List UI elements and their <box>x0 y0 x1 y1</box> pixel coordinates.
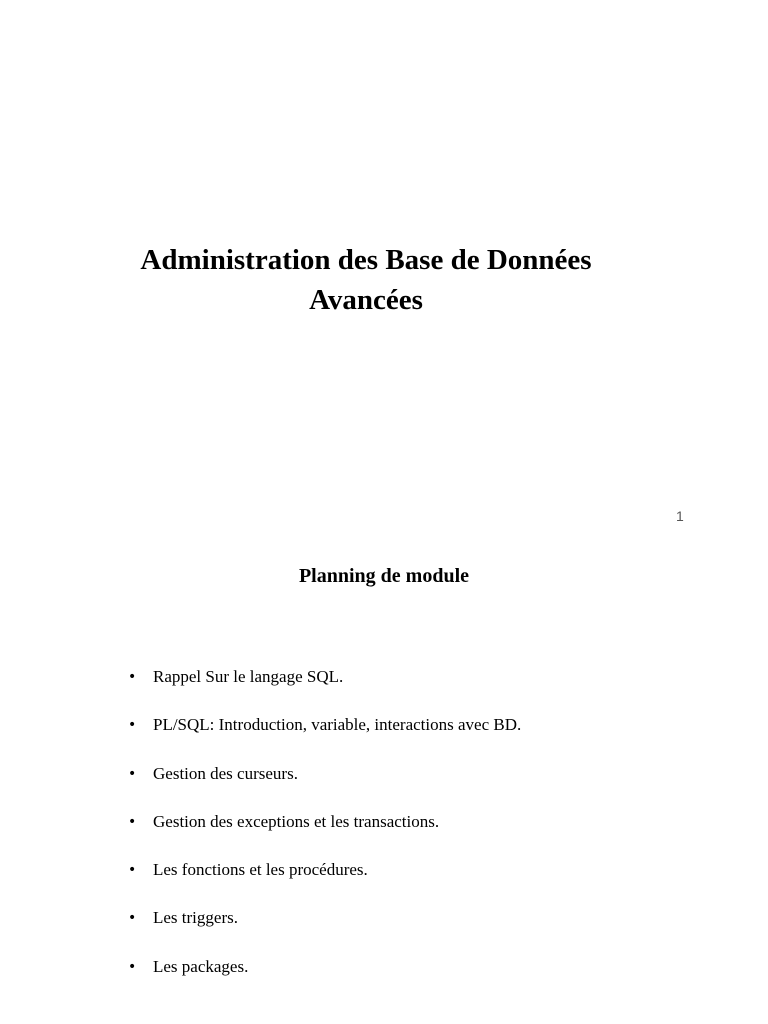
slide-title-line-1: Administration des Base de Données <box>140 244 592 276</box>
page-number: 1 <box>676 508 684 524</box>
bullet-icon: • <box>128 669 137 685</box>
list-item <box>128 712 521 760</box>
list-item <box>128 761 521 809</box>
list-item-text: Gestion des exceptions et les transactions. <box>153 811 440 831</box>
section-heading: Planning de module <box>298 565 470 587</box>
slide-title-line-2: Avancées <box>309 284 423 316</box>
list-item <box>128 857 521 905</box>
slide-title <box>0 240 732 320</box>
list-item <box>128 954 521 1002</box>
bullet-icon: • <box>128 813 137 830</box>
list-item-text: Les packages. <box>153 956 249 976</box>
bullet-icon: • <box>128 862 137 879</box>
bullet-icon: • <box>128 717 137 734</box>
list-item-text: Rappel Sur le langage SQL. <box>153 667 344 686</box>
planning-list <box>128 664 521 1002</box>
list-item <box>128 664 521 712</box>
list-item-text: Les fonctions et les procédures. <box>153 860 368 880</box>
bullet-icon: • <box>128 958 137 975</box>
bullet-icon: • <box>128 765 137 782</box>
list-item <box>128 809 521 857</box>
list-item-text: Les triggers. <box>153 908 238 928</box>
bullet-icon: • <box>128 910 137 927</box>
list-item <box>128 905 521 953</box>
list-item-text: Gestion des curseurs. <box>153 763 298 783</box>
list-item-text: PL/SQL: Introduction, variable, interactions avec BD. <box>153 715 522 735</box>
